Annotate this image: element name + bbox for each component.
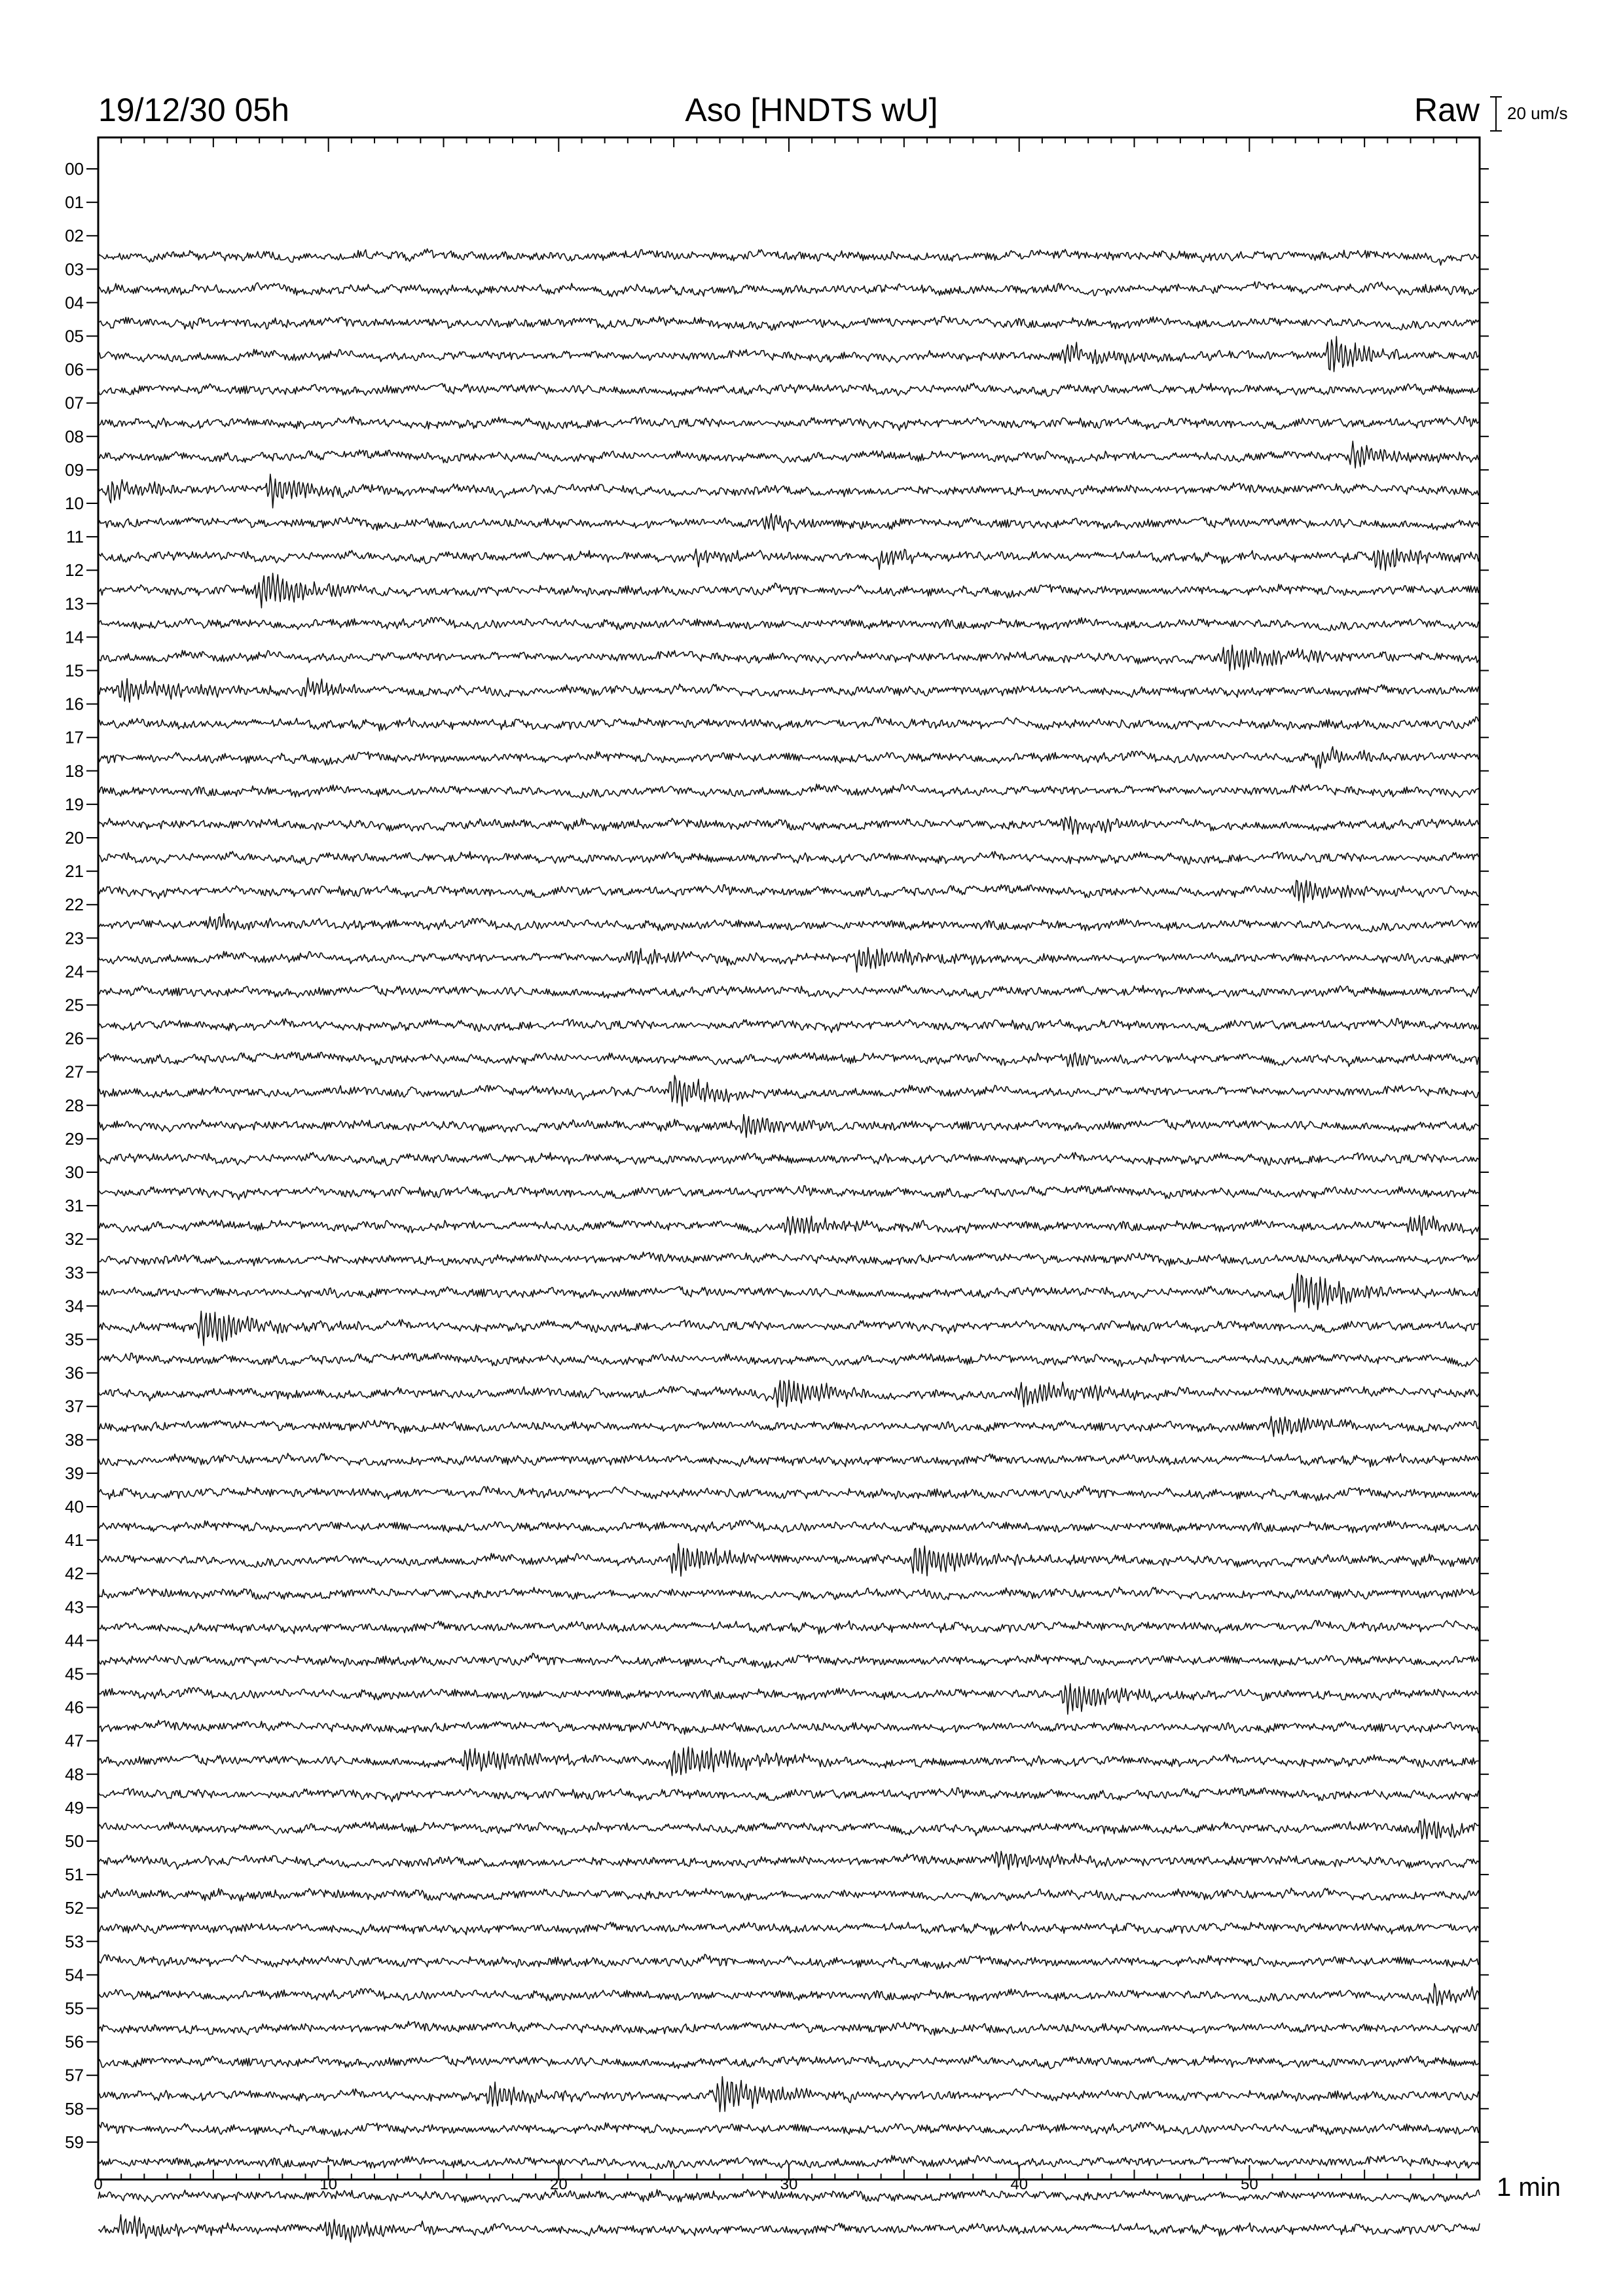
row-label: 31 <box>65 1196 84 1216</box>
trace-line <box>98 316 1480 331</box>
row-label: 47 <box>65 1731 84 1751</box>
row-label: 37 <box>65 1396 84 1416</box>
trace-line <box>98 1416 1480 1437</box>
trace-line <box>98 1747 1480 1776</box>
trace-line <box>98 573 1480 608</box>
trace-line <box>98 281 1480 296</box>
trace-line <box>98 336 1480 372</box>
row-label: 07 <box>65 393 84 413</box>
trace-line <box>98 1684 1480 1715</box>
trace-line <box>98 948 1480 973</box>
trace-line <box>98 1252 1480 1266</box>
trace-line <box>98 1453 1480 1467</box>
trace-line <box>98 2021 1480 2035</box>
row-label: 54 <box>65 1965 84 1985</box>
trace-line <box>98 717 1480 731</box>
trace-line <box>98 1018 1480 1032</box>
traces <box>98 249 1480 2242</box>
trace-line <box>98 817 1480 834</box>
x-tick-label: 10 <box>319 2176 338 2193</box>
row-label: 06 <box>65 359 84 380</box>
trace-line <box>98 1852 1480 1870</box>
row-label: 05 <box>65 326 84 346</box>
row-label: 51 <box>65 1865 84 1885</box>
trace-line <box>98 678 1480 702</box>
row-label: 56 <box>65 2032 84 2052</box>
trace-line <box>98 2215 1480 2242</box>
trace-line <box>98 914 1480 932</box>
row-label: 24 <box>65 961 84 982</box>
row-label: 33 <box>65 1263 84 1283</box>
trace-line <box>98 1186 1480 1200</box>
row-label: 19 <box>65 794 84 814</box>
trace-line <box>98 985 1480 998</box>
row-label: 58 <box>65 2098 84 2119</box>
trace-line <box>98 1215 1480 1235</box>
scale-bar <box>1490 97 1502 131</box>
trace-line <box>98 1520 1480 1533</box>
row-label: 40 <box>65 1497 84 1516</box>
trace-line <box>98 1153 1480 1166</box>
x-tick-label: 50 <box>1240 2176 1258 2193</box>
row-label: 39 <box>65 1463 84 1483</box>
row-label: 17 <box>65 727 84 747</box>
trace-line <box>98 514 1480 531</box>
row-label: 00 <box>65 159 84 179</box>
trace-line <box>98 548 1480 571</box>
row-label: 34 <box>65 1296 84 1316</box>
row-label: 41 <box>65 1530 84 1551</box>
trace-line <box>98 1543 1480 1576</box>
trace-line <box>98 383 1480 396</box>
amplitude-scale-label: 20 um/s <box>1507 103 1568 123</box>
row-label: 10 <box>65 493 84 513</box>
row-label: 18 <box>65 761 84 781</box>
trace-line <box>98 747 1480 768</box>
row-label: 26 <box>65 1028 84 1049</box>
row-label: 29 <box>65 1128 84 1149</box>
row-label: 04 <box>65 293 84 313</box>
trace-line <box>98 1984 1480 2006</box>
trace-line <box>98 1486 1480 1501</box>
row-label: 01 <box>65 192 84 213</box>
row-label: 27 <box>65 1062 84 1082</box>
trace-line <box>98 1075 1480 1106</box>
trace-line <box>98 1721 1480 1734</box>
trace-line <box>98 784 1480 798</box>
row-label: 02 <box>65 226 84 246</box>
trace-line <box>98 1115 1480 1138</box>
trace-line <box>98 416 1480 430</box>
trace-line <box>98 852 1480 865</box>
row-label: 46 <box>65 1697 84 1717</box>
row-label: 14 <box>65 627 84 647</box>
row-label: 35 <box>65 1329 84 1350</box>
mode-label: Raw <box>1413 92 1480 128</box>
row-label: 25 <box>65 995 84 1015</box>
row-label: 45 <box>65 1664 84 1684</box>
trace-line <box>98 617 1480 631</box>
trace-line <box>98 1052 1480 1067</box>
row-label: 49 <box>65 1797 84 1818</box>
row-label: 50 <box>65 1831 84 1851</box>
trace-line <box>98 1788 1480 1802</box>
row-label: 53 <box>65 1931 84 1952</box>
row-label: 12 <box>65 560 84 581</box>
x-tick-label: 30 <box>780 2176 798 2193</box>
trace-line <box>98 474 1480 508</box>
x-tick-label: 40 <box>1010 2176 1029 2193</box>
row-label: 55 <box>65 1998 84 2018</box>
trace-line <box>98 880 1480 903</box>
row-label: 22 <box>65 895 84 915</box>
trace-line <box>98 2123 1480 2136</box>
row-labels <box>65 159 98 2152</box>
trace-line <box>98 1353 1480 1367</box>
row-label: 32 <box>65 1229 84 1249</box>
trace-line <box>98 2055 1480 2068</box>
trace-line <box>98 1274 1480 1312</box>
row-label: 30 <box>65 1162 84 1182</box>
row-label: 28 <box>65 1095 84 1115</box>
x-tick-label: 0 <box>94 2176 103 2193</box>
trace-line <box>98 1922 1480 1935</box>
row-label: 42 <box>65 1564 84 1584</box>
row-label: 57 <box>65 2065 84 2085</box>
trace-line <box>98 1311 1480 1346</box>
row-label: 23 <box>65 928 84 948</box>
row-label: 43 <box>65 1597 84 1617</box>
trace-line <box>98 1380 1480 1407</box>
row-label: 20 <box>65 828 84 848</box>
trace-line <box>98 249 1480 265</box>
row-label: 09 <box>65 459 84 480</box>
row-label: 08 <box>65 426 84 446</box>
row-label: 03 <box>65 259 84 279</box>
trace-line <box>98 1888 1480 1901</box>
row-label: 13 <box>65 594 84 614</box>
trace-line <box>98 1587 1480 1600</box>
trace-line <box>98 1954 1480 1969</box>
trace-line <box>98 645 1480 671</box>
trace-line <box>98 1621 1480 1634</box>
row-label: 21 <box>65 861 84 882</box>
trace-line <box>98 1653 1480 1668</box>
trace-line <box>98 1819 1480 1839</box>
trace-line <box>98 441 1480 468</box>
x-unit-label: 1 min <box>1497 2173 1561 2202</box>
row-label: 11 <box>66 527 84 547</box>
station-title: Aso [HNDTS wU] <box>685 92 938 128</box>
row-label: 36 <box>65 1363 84 1383</box>
row-label: 48 <box>65 1764 84 1784</box>
row-label: 15 <box>65 660 84 681</box>
row-label: 52 <box>65 1898 84 1918</box>
trace-line <box>98 2077 1480 2112</box>
date-hour-label: 19/12/30 05h <box>98 92 289 128</box>
row-label: 38 <box>65 1429 84 1450</box>
row-label: 59 <box>65 2132 84 2152</box>
x-tick-label: 20 <box>549 2176 568 2193</box>
row-label: 44 <box>65 1630 84 1651</box>
x-tick-labels <box>94 2176 1258 2193</box>
row-label: 16 <box>65 694 84 714</box>
